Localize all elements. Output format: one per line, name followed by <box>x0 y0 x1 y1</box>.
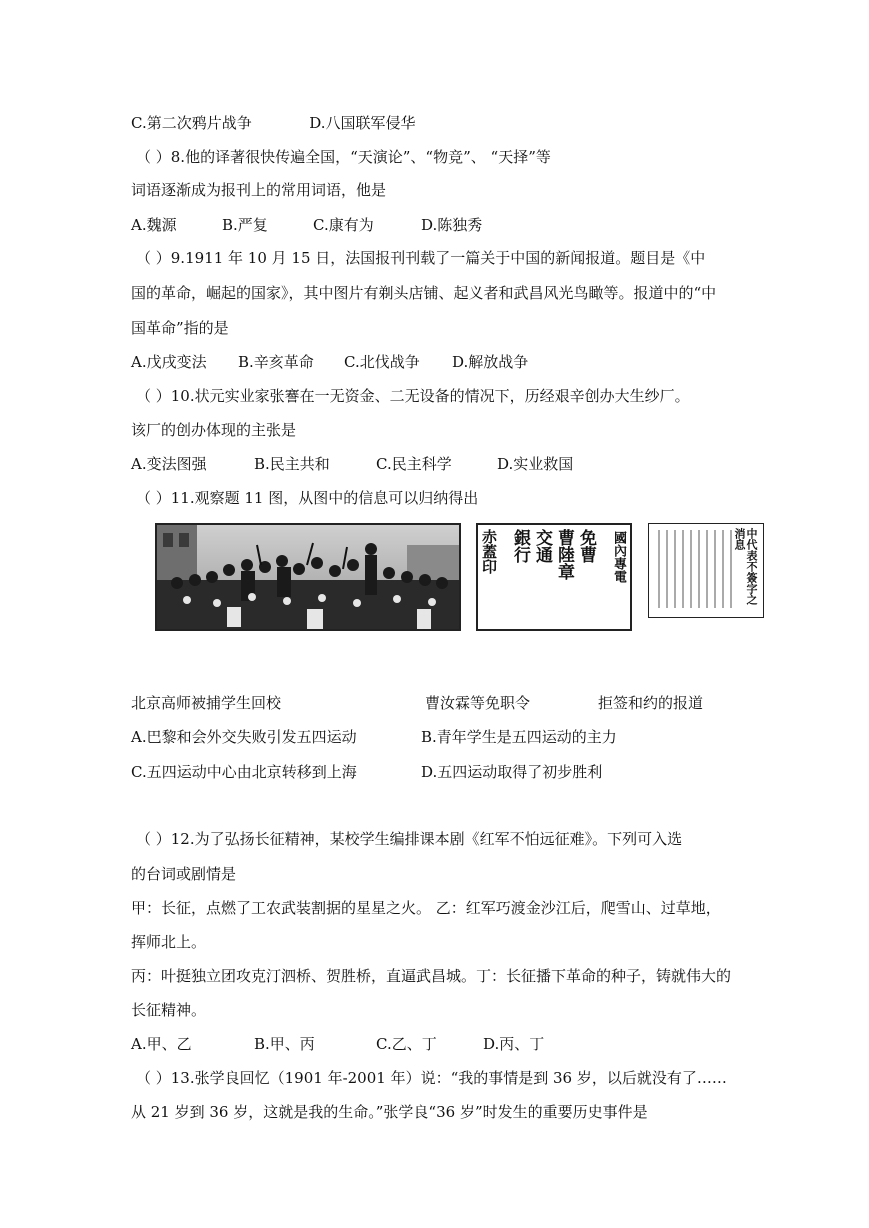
q13-stem-2: 从 21 岁到 36 岁，这就是我的生命。”张学良“36 岁”时发生的重要历史事件是 <box>131 1103 648 1121</box>
q10-option-d: D.实业救国 <box>497 455 574 473</box>
q8-option-b: B.严复 <box>222 216 268 234</box>
q12-item-jia-yi: 甲：长征，点燃了工农武装割据的星星之火。 乙：红军巧渡金沙江后，爬雪山、过草地， <box>131 899 721 917</box>
q12-item-ding-cont: 长征精神。 <box>131 1001 207 1019</box>
q9-stem-1: （ ）9.1911 年 10 月 15 日，法国报刊刊载了一篇关于中国的新闻报道。题目是《中 <box>136 249 706 267</box>
q10-option-c: C.民主科学 <box>376 455 452 473</box>
q11-option-a: A.巴黎和会外交失败引发五四运动 <box>131 728 357 746</box>
q12-option-c: C.乙、丁 <box>376 1035 437 1053</box>
clipping-text-lines <box>653 528 737 612</box>
q11-option-b: B.青年学生是五四运动的主力 <box>421 728 617 746</box>
option-d: D.八国联军侵华 <box>309 114 416 132</box>
q8-stem-2: 词语逐渐成为报刊上的常用词语，他是 <box>131 181 387 199</box>
newspaper-headline-3: 交通 <box>532 529 552 563</box>
q13-stem-1: （ ）13.张学良回忆（1901 年-2001 年）说：“我的事情是到 36 岁，以后就没有了…… <box>136 1069 727 1087</box>
q9-option-a: A.戊戌变法 <box>131 353 207 371</box>
q12-stem-2: 的台词或剧情是 <box>131 865 237 883</box>
q8-option-d: D.陈独秀 <box>421 216 483 234</box>
option-c-line <box>131 113 416 133</box>
q12-option-b: B.甲、丙 <box>254 1035 315 1053</box>
q10-stem-2: 该厂的创办体现的主张是 <box>131 421 297 439</box>
newspaper-headline-1: 免曹 <box>576 529 596 563</box>
q11-option-c: C.五四运动中心由北京转移到上海 <box>131 763 357 781</box>
dismissal-order-newspaper <box>476 523 632 631</box>
q9-option-d: D.解放战争 <box>452 353 529 371</box>
q12-option-a: A.甲、乙 <box>131 1035 192 1053</box>
crowd-photo-image <box>157 525 459 629</box>
q9-stem-3: 国革命”指的是 <box>131 319 229 337</box>
q9-option-b: B.辛亥革命 <box>238 353 314 371</box>
caption-report: 拒签和约的报道 <box>598 694 704 712</box>
q12-option-d: D.丙、丁 <box>483 1035 545 1053</box>
refuse-sign-report-clipping <box>648 523 764 618</box>
caption-dismissal: 曹汝霖等免职令 <box>425 694 531 712</box>
q12-item-yi-cont: 挥师北上。 <box>131 933 207 951</box>
newspaper-column-header: 國內專電 <box>611 531 626 583</box>
q9-stem-2: 国的革命，崛起的国家》，其中图片有剃头店铺、起义者和武昌风光鸟瞰等。报道中的“中 <box>131 284 717 302</box>
q8-option-c: C.康有为 <box>313 216 374 234</box>
q12-item-bing-ding: 丙：叶挺独立团攻克汀泗桥、贺胜桥，直逼武昌城。丁：长征播下革命的种子，铸就伟大的 <box>131 967 732 985</box>
q10-stem-1: （ ）10.状元实业家张謇在一无资金、二无设备的情况下，历经艰辛创办大生纱厂。 <box>136 387 690 405</box>
q8-option-a: A.魏源 <box>131 216 177 234</box>
caption-students: 北京高师被捕学生回校 <box>131 694 282 712</box>
option-c: C.第二次鸦片战争 <box>131 114 252 132</box>
q8-stem-1: （ ）8.他的译著很快传遍全国，“天演论”、“物竞”、 “天择”等 <box>136 148 551 166</box>
newspaper-subline: 赤蓋印 <box>480 529 498 574</box>
newspaper-headline-2: 曹陸章 <box>554 529 574 580</box>
q9-option-c: C.北伐战争 <box>344 353 420 371</box>
clipping-headline: 中代表不簽字之消息 <box>733 528 758 605</box>
students-return-photo <box>155 523 461 631</box>
q12-stem-1: （ ）12.为了弘扬长征精神，某校学生编排课本剧《红军不怕远征难》。下列可入选 <box>136 830 683 848</box>
q11-option-d: D.五四运动取得了初步胜利 <box>421 763 603 781</box>
newspaper-headline-4: 銀行 <box>510 529 530 563</box>
q10-option-b: B.民主共和 <box>254 455 330 473</box>
q11-stem: （ ）11.观察题 11 图，从图中的信息可以归纳得出 <box>136 489 479 507</box>
q10-option-a: A.变法图强 <box>131 455 207 473</box>
